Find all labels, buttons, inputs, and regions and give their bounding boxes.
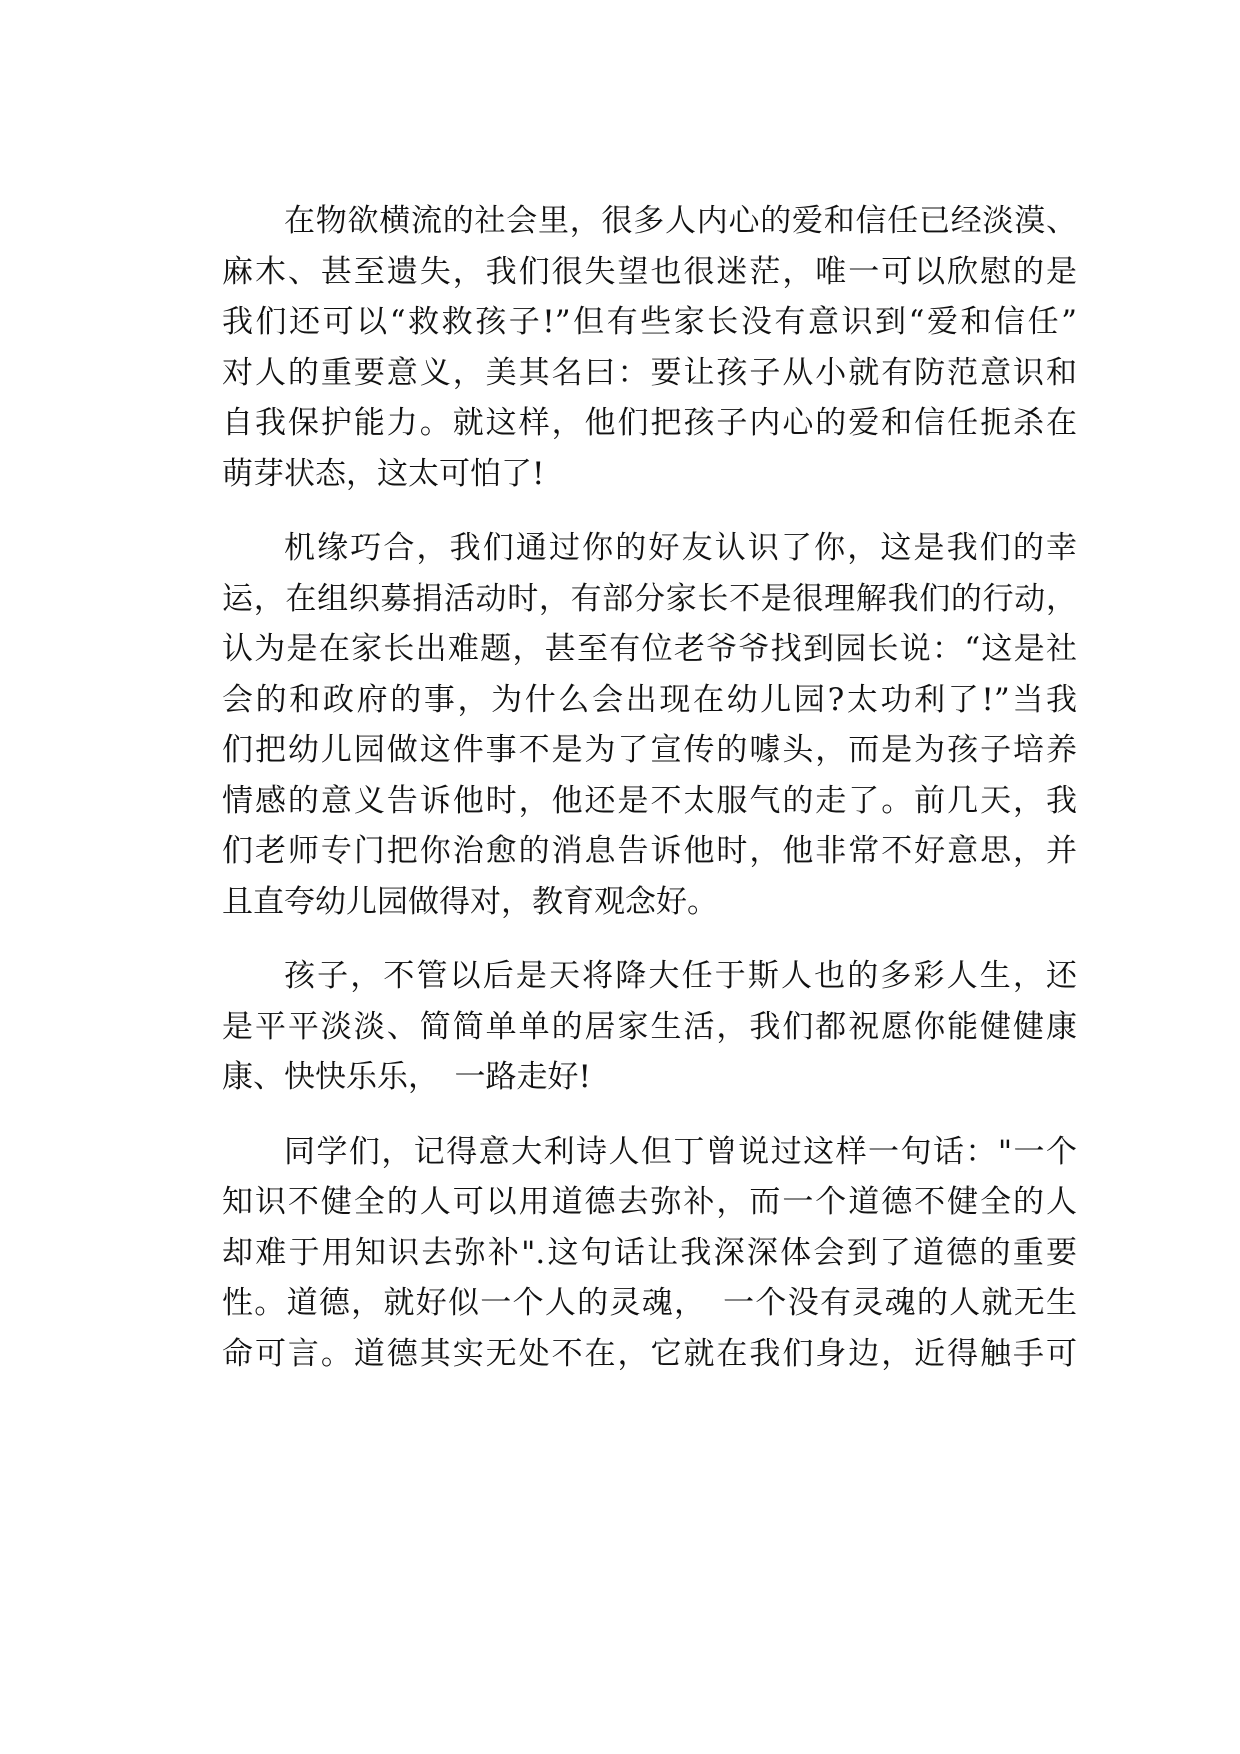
text-line: 是平平淡淡、简简单单的居家生活，我们都祝愿你能健健康 <box>222 1008 1077 1045</box>
text-line: 会的和政府的事，为什么会出现在幼儿园?太功利了!”当我 <box>222 681 1077 718</box>
text-line: 自我保护能力。就这样，他们把孩子内心的爱和信任扼杀在 <box>222 405 1077 441</box>
text-line: 性。道德，就好似一个人的灵魂， 一个没有灵魂的人就无生 <box>222 1285 1077 1321</box>
text-line: 们老师专门把你治愈的消息告诉他时，他非常不好意思，并 <box>222 833 1077 869</box>
text-line: 在物欲横流的社会里，很多人内心的爱和信任已经淡漠、 <box>284 203 1077 239</box>
document-body <box>222 196 1077 1403</box>
text-line: 认为是在家长出难题，甚至有位老爷爷找到园长说：“这是社 <box>222 631 1077 667</box>
text-line: 知识不健全的人可以用道德去弥补，而一个道德不健全的人 <box>222 1184 1077 1220</box>
text-line: 萌芽状态，这太可怕了! <box>222 455 545 492</box>
text-line: 们把幼儿园做这件事不是为了宣传的噱头，而是为孩子培养 <box>222 732 1077 768</box>
text-line: 且直夸幼儿园做得对，教育观念好。 <box>222 883 718 920</box>
paragraph-1 <box>222 196 1077 499</box>
paragraph-4 <box>222 1127 1077 1380</box>
text-line: 康、快快乐乐， 一路走好! <box>222 1059 591 1095</box>
text-line: 运，在组织募捐活动时，有部分家长不是很理解我们的行动， <box>222 580 1077 617</box>
paragraph-2 <box>222 523 1077 927</box>
text-line: 情感的意义告诉他时，他还是不太服气的走了。前几天，我 <box>222 782 1077 819</box>
text-line: 却难于用知识去弥补".这句话让我深深体会到了道德的重要 <box>222 1234 1077 1271</box>
text-line: 命可言。道德其实无处不在，它就在我们身边，近得触手可 <box>222 1335 1077 1372</box>
paragraph-3 <box>222 951 1077 1103</box>
text-line: 对人的重要意义，美其名曰：要让孩子从小就有防范意识和 <box>222 354 1077 391</box>
text-line: 机缘巧合，我们通过你的好友认识了你，这是我们的幸 <box>284 530 1077 566</box>
text-line: 同学们，记得意大利诗人但丁曾说过这样一句话："一个 <box>284 1133 1077 1170</box>
text-line: 麻木、甚至遗失，我们很失望也很迷茫，唯一可以欣慰的是 <box>222 253 1077 290</box>
text-line: 我们还可以“救救孩子!”但有些家长没有意识到“爱和信任” <box>222 304 1077 340</box>
text-line: 孩子，不管以后是天将降大任于斯人也的多彩人生，还 <box>284 958 1077 994</box>
